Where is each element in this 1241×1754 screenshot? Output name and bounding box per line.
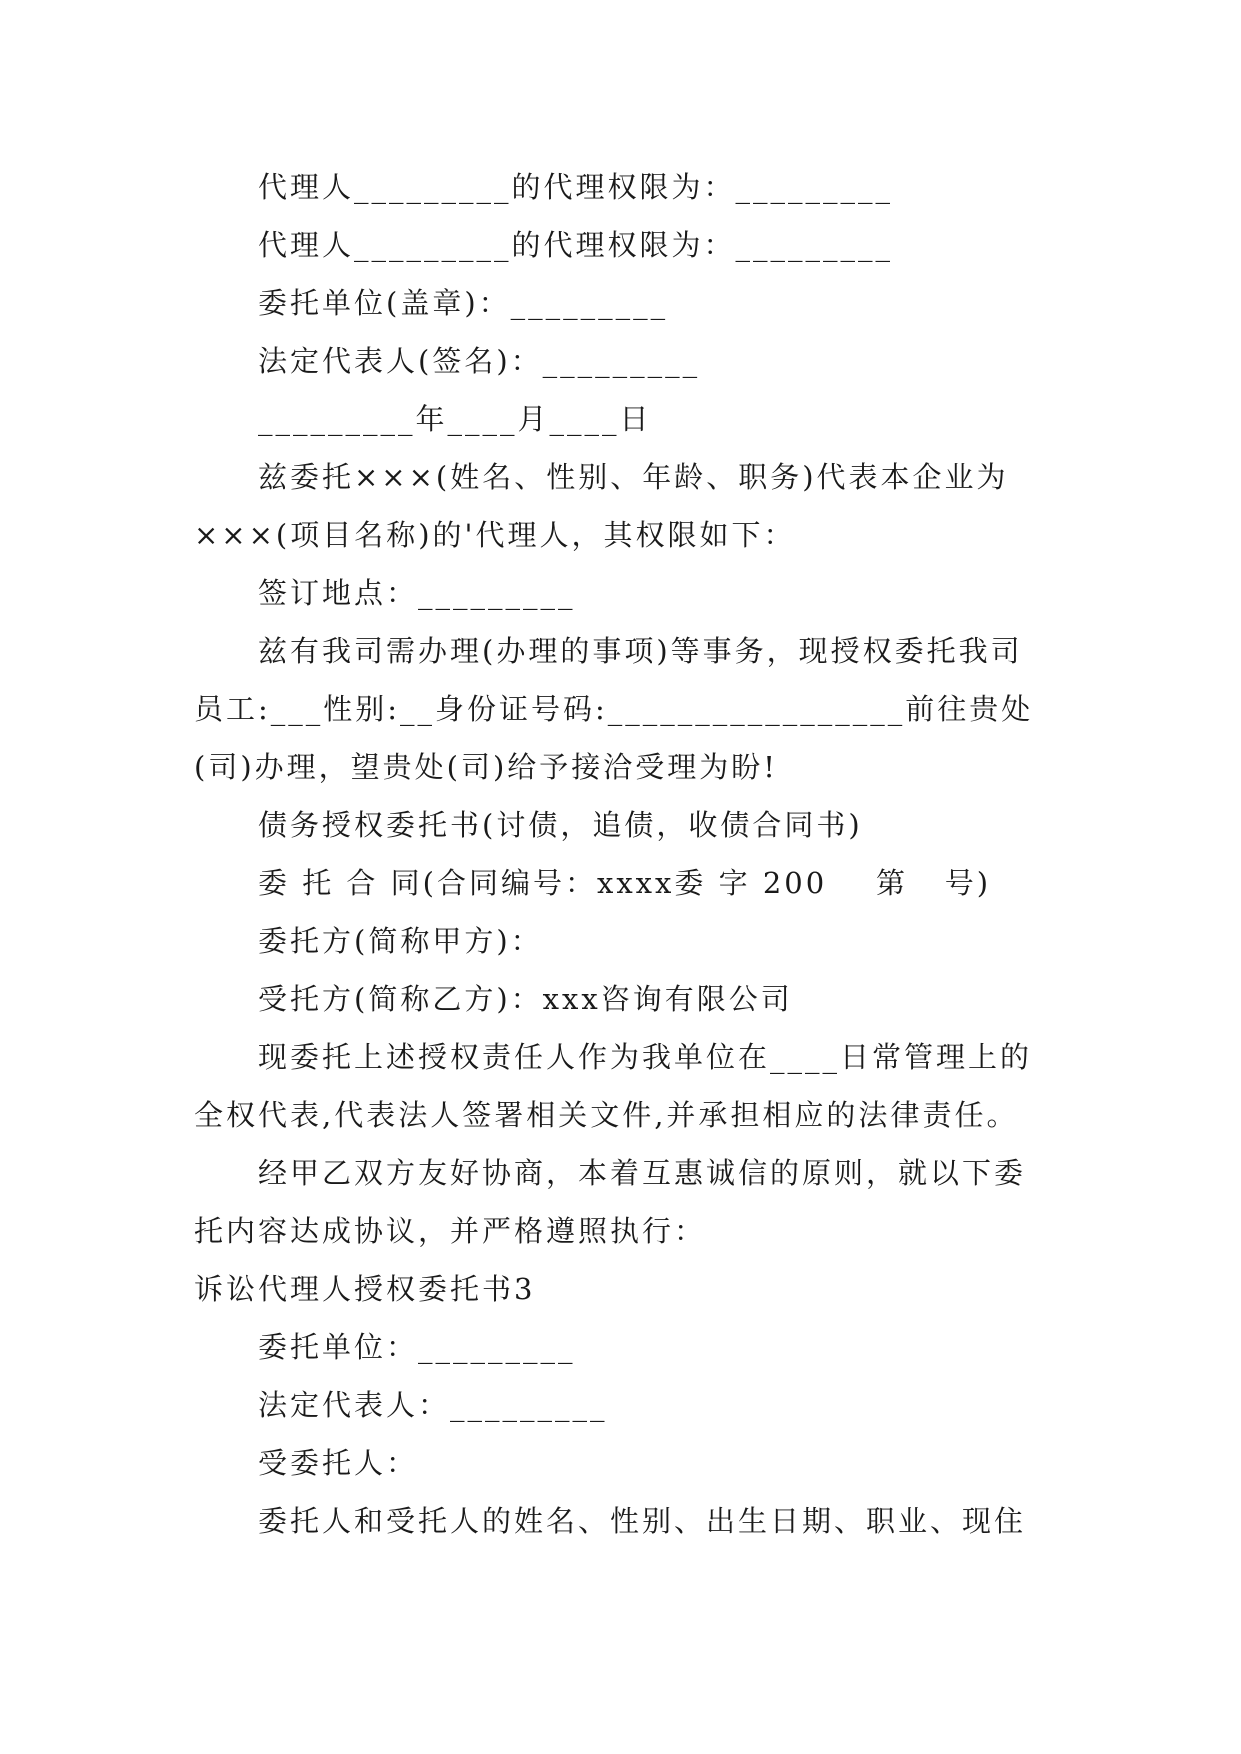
section-heading: 诉讼代理人授权委托书3 <box>194 1272 536 1306</box>
text-line: 委托单位(盖章)：_________ <box>258 286 669 320</box>
text-line: 现委托上述授权责任人作为我单位在____日常管理上的 <box>258 1040 1033 1074</box>
document-body <box>194 158 1054 1550</box>
text-line: 受委托人： <box>258 1446 419 1480</box>
text-line: ×××(项目名称)的'代理人，其权限如下： <box>194 518 796 552</box>
text-line: 托内容达成协议，并严格遵照执行： <box>194 1214 707 1248</box>
text-line: 受托方(简称乙方)：xxx咨询有限公司 <box>258 982 793 1016</box>
text-line: 债务授权委托书(讨债，追债，收债合同书) <box>258 808 863 842</box>
text-line: 签订地点：_________ <box>258 576 576 610</box>
text-line: 代理人_________的代理权限为：_________ <box>258 228 894 262</box>
text-line: 委托方(简称甲方)： <box>258 924 543 958</box>
text-line: 兹委托×××(姓名、性别、年龄、职务)代表本企业为 <box>258 460 1009 494</box>
date-line: _________年____月____日 <box>258 402 652 436</box>
text-line: 经甲乙双方友好协商，本着互惠诚信的原则，就以下委 <box>258 1156 1027 1190</box>
text-line: 委托人和受托人的姓名、性别、出生日期、职业、现住 <box>258 1504 1027 1538</box>
text-line: 员工:___性别:__身份证号码:_________________前往贵处 <box>194 692 1034 726</box>
text-line: 法定代表人：_________ <box>258 1388 608 1422</box>
text-line: (司)办理，望贵处(司)给予接洽受理为盼! <box>194 750 778 784</box>
text-line: 委 托 合 同(合同编号：xxxx委 字 200 第 号) <box>258 866 992 900</box>
text-line: 法定代表人(签名)：_________ <box>258 344 701 378</box>
text-line: 兹有我司需办理(办理的事项)等事务，现授权委托我司 <box>258 634 1023 668</box>
text-line: 全权代表,代表法人签署相关文件,并承担相应的法律责任。 <box>194 1098 1019 1132</box>
text-line: 委托单位：_________ <box>258 1330 576 1364</box>
text-line: 代理人_________的代理权限为：_________ <box>258 170 894 204</box>
